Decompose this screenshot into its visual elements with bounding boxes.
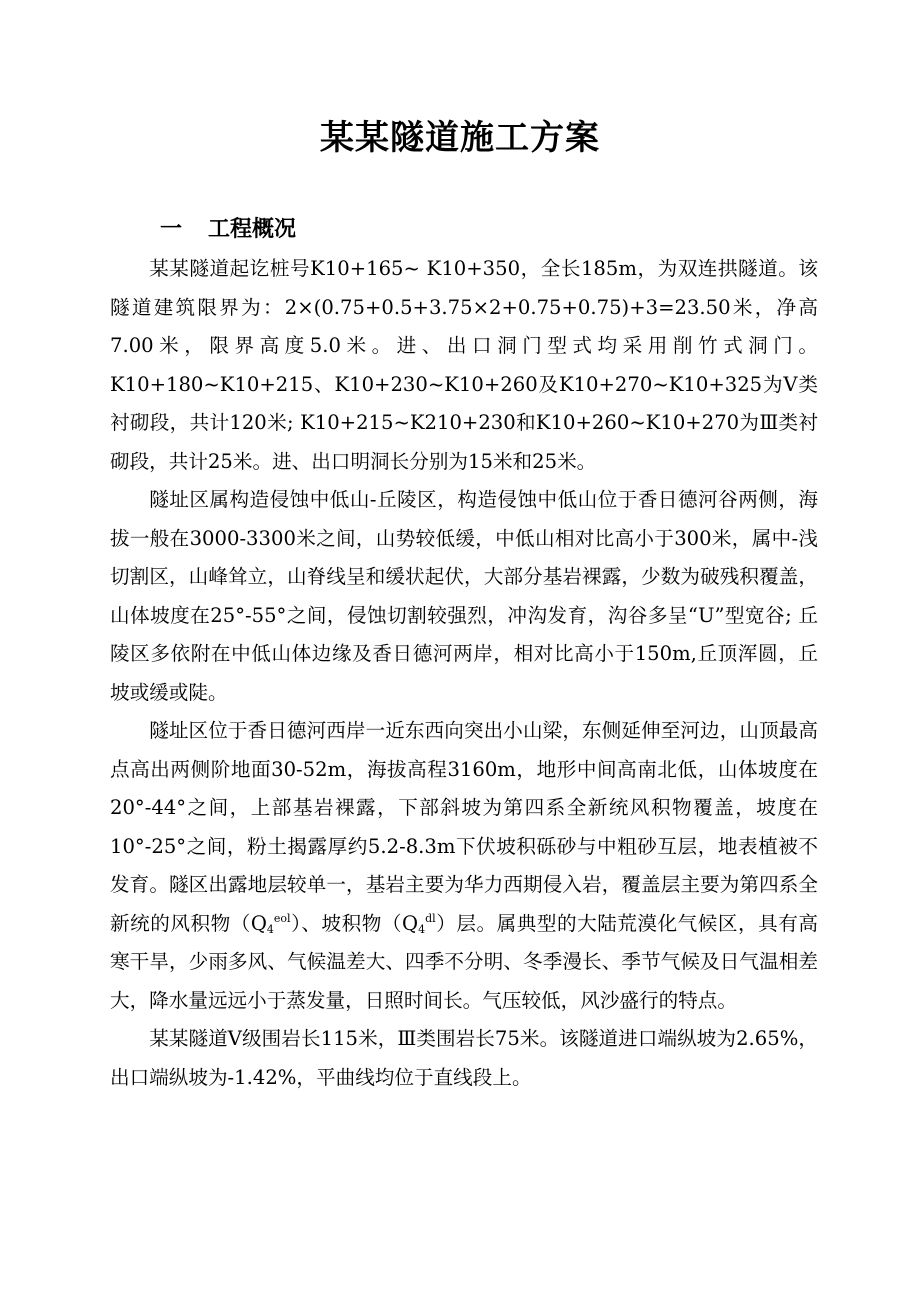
section-title: 工程概况 <box>208 217 297 242</box>
paragraph-geology <box>110 712 818 1020</box>
text-line: 共计120米; K10+215~K210+230和K10+260~K10+270为Ⅲ类衬砌段，共计25 <box>110 411 819 473</box>
text-line: 7.00米，限界高度5.0米。进、出口洞门型式均采用削竹式洞门。 <box>110 334 818 357</box>
subscript: 4 <box>418 922 426 936</box>
text-line: 季不分明、冬季漫长、季节气候及日气温相差大，降水量远远小于蒸发量， <box>110 950 819 1012</box>
text-line: 某某隧道Ⅴ级围岩长115米，Ⅲ类围岩长75米。该隧道进口端纵坡为 <box>149 1027 737 1050</box>
text-line: ）、坡积物（Q <box>290 911 419 935</box>
section-number: 一 <box>160 217 183 242</box>
text-line: 相对比高小于150m,丘顶浑圆，丘坡或缓或陡。 <box>110 642 818 704</box>
text-line: 少数为破残积覆盖，山体坡度在25°-55°之间，侵蚀切割较强烈，冲沟发 <box>110 565 819 627</box>
text-line: 期侵入岩，覆盖层主要为第四系全新统的风积物（Q <box>110 873 819 935</box>
text-line: 属典型的大陆荒漠化气候区，具有高寒干旱，少雨多风、气候温差大、四 <box>110 911 819 973</box>
text-line: 中粗砂互层，地表植被不发育。隧区出露地层较单一，基岩主要为华力西 <box>110 834 819 896</box>
text-line: 某某隧道起讫桩号K10+165~ K10+350，全长185m，为双连拱隧道。该 <box>149 257 818 280</box>
superscript: dl <box>425 911 436 925</box>
text-line: 米。进、出口明洞长分别为15米和25米。 <box>232 449 597 473</box>
text-line: K10+180~K10+215、K10+230~K10+260及K10+270~K10+325为Ⅴ类衬砌段， <box>110 372 818 434</box>
text-line: ）层。 <box>435 911 497 935</box>
text-line: 隧址区位于香日德河西岸一近东西向突出小山梁，东侧延伸至河边， <box>149 719 740 742</box>
document-body <box>110 250 818 1097</box>
text-line: 隧道建筑限界为：2×(0.75+0.5+3.75×2+0.75+0.75)+3=23.50米，净高 <box>110 295 818 319</box>
paragraph-overview <box>110 250 818 481</box>
text-line: 米，属中-浅切割区，山峰耸立，山脊线呈和缓状起伏，大部分基岩裸露， <box>110 526 818 588</box>
superscript: eol <box>273 911 291 925</box>
text-line: 山顶最高点高出两侧阶地面30-52m，海拔高程3160m，地形中间高南北低， <box>110 719 819 781</box>
paragraph-rock-class <box>110 1020 818 1097</box>
text-line: 2.65%，出口端纵坡为-1.42%，平曲线均位于直线段上。 <box>110 1027 818 1089</box>
text-line: 山体坡度在20°-44°之间，上部基岩裸露，下部斜坡为第四系全新统风积 <box>110 757 818 819</box>
section-heading <box>160 210 296 250</box>
paragraph-terrain <box>110 481 818 712</box>
text-line: 日照时间长。气压较低，风沙盛行的特点。 <box>364 988 737 1012</box>
text-line: 侧，海拔一般在3000-3300米之间，山势较低缓，中低山相对比高小于300 <box>110 488 819 550</box>
subscript: 4 <box>266 922 274 936</box>
text-line: 物覆盖，坡度在10°-25°之间，粉土揭露厚约5.2-8.3m下伏坡积砾砂与 <box>110 796 819 858</box>
text-line: 隧址区属构造侵蚀中低山-丘陵区，构造侵蚀中低山位于香日德河谷两 <box>149 488 759 511</box>
document-title: 某某隧道施工方案 <box>320 118 600 158</box>
text-line: 育，沟谷多呈“U”型宽谷; 丘陵区多依附在中低山体边缘及香日德河两岸， <box>110 603 818 665</box>
